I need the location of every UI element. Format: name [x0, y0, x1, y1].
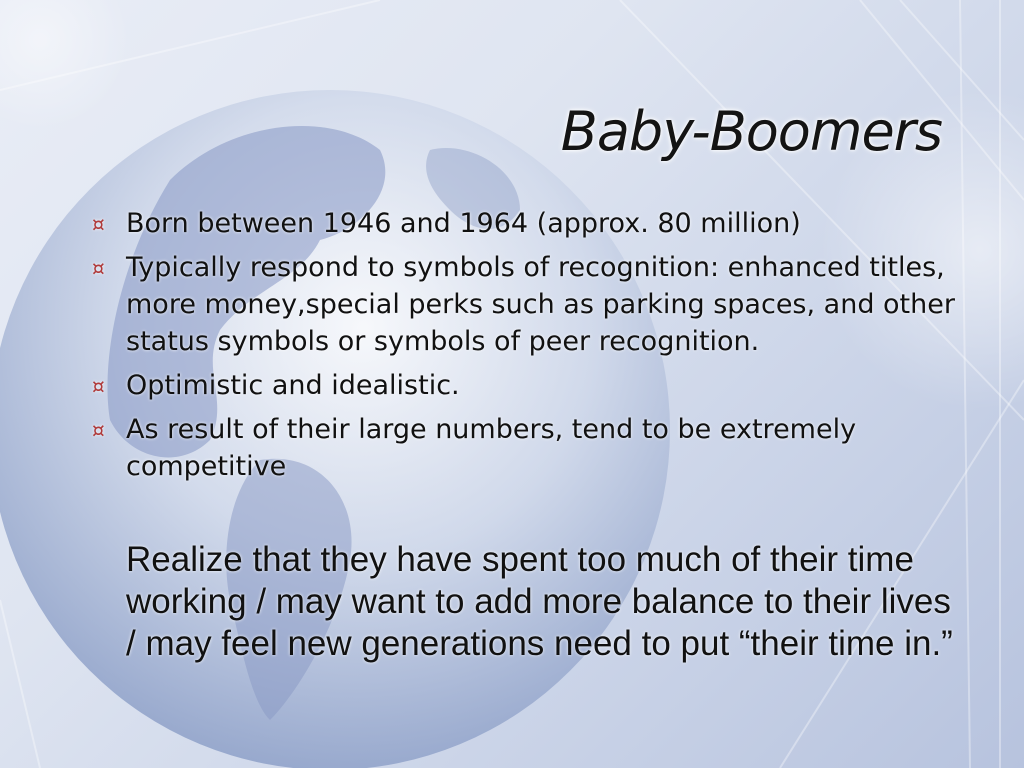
- currency-sign-icon: ¤: [92, 256, 105, 280]
- slide-title: Baby-Boomers: [560, 100, 942, 163]
- bullet-text: Born between 1946 and 1964 (approx. 80 million): [126, 208, 801, 239]
- bullet-item: [92, 249, 972, 360]
- bullet-list: [92, 205, 972, 492]
- currency-sign-icon: ¤: [92, 418, 105, 442]
- bullet-item: [92, 367, 972, 404]
- bullet-text: Typically respond to symbols of recognition: enhanced titles, more money,special perks such as parking spaces, and other status symbols or symbols of peer recognition.: [126, 252, 955, 357]
- currency-sign-icon: ¤: [92, 212, 105, 236]
- bullet-item: [92, 411, 972, 485]
- closing-note: Realize that they have spent too much of their time working / may want to add more balance to their lives / may feel new generations need to put “their time in.”: [126, 540, 953, 663]
- bullet-text: Optimistic and idealistic.: [126, 370, 460, 401]
- bullet-item: [92, 205, 972, 242]
- bullet-text: As result of their large numbers, tend to be extremely competitive: [126, 414, 857, 482]
- currency-sign-icon: ¤: [92, 374, 105, 398]
